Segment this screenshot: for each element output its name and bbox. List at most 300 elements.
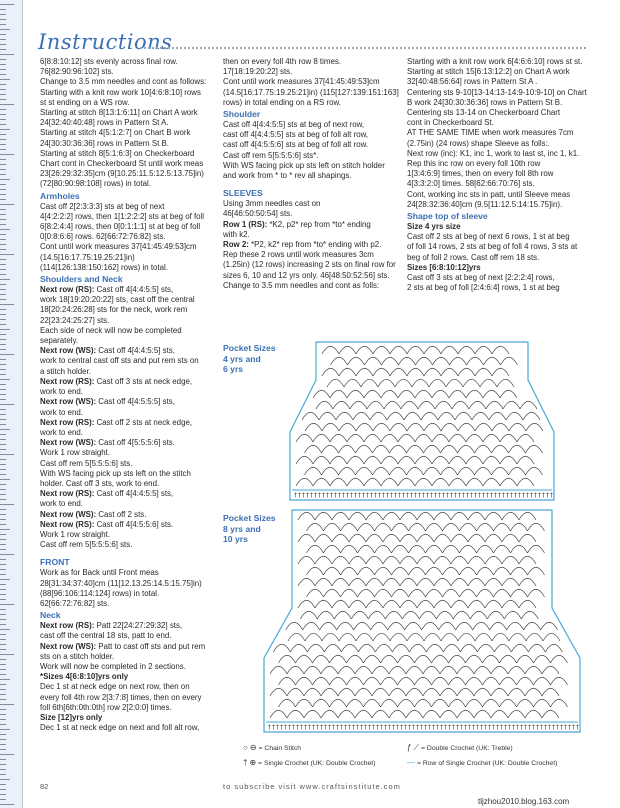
text-line: st st ending on a WS row. <box>40 97 130 107</box>
ruler-tick <box>0 484 6 485</box>
ruler-tick <box>0 264 6 265</box>
title-divider <box>140 47 586 49</box>
single-crochet-mark: † <box>382 492 385 499</box>
single-crochet-mark: † <box>402 492 405 499</box>
text-line: 4[4:2:2:2] rows, then 1[1:2:2:2] sts at beg of foll <box>40 211 205 221</box>
ruler-tick <box>0 574 6 575</box>
ruler-tick <box>0 564 6 565</box>
text-line: work to end. <box>40 407 83 417</box>
ruler-tick <box>0 179 10 180</box>
ruler-tick <box>0 164 6 165</box>
single-crochet-mark: † <box>356 724 359 731</box>
ruler-tick <box>0 254 14 255</box>
single-crochet-mark: † <box>302 492 305 499</box>
legend-dc: ƒ ⟋ = Double Crochet (UK: Treble) <box>407 743 513 752</box>
single-crochet-mark: † <box>440 724 443 731</box>
ruler-tick <box>0 724 6 725</box>
single-crochet-mark: † <box>384 724 387 731</box>
ruler-tick <box>0 314 6 315</box>
text-line: Next row (RS): Cast off 2 sts at neck edge, <box>40 417 193 427</box>
ruler-tick <box>0 739 6 740</box>
text-line: Next row (WS): Cast off 2 sts. <box>40 509 147 519</box>
single-crochet-mark: † <box>542 492 545 499</box>
text-line: Using 3mm needles cast on <box>223 199 321 209</box>
ruler-tick <box>0 74 6 75</box>
text-line: Cast off 4[4:4:5:5] sts at beg of next row, <box>223 120 365 130</box>
ruler-tick <box>0 689 6 690</box>
ruler-tick <box>0 339 6 340</box>
single-crochet-mark: † <box>412 724 415 731</box>
text-line: Next row (RS): Cast off 4[4:4:5:5] sts, <box>40 489 174 499</box>
ruler-tick <box>0 519 6 520</box>
chart-outline <box>290 342 554 500</box>
single-crochet-mark: † <box>272 724 275 731</box>
ruler-tick <box>0 289 6 290</box>
text-line: work 18[19:20:20:22] sts, cast off the central <box>40 295 195 305</box>
ruler-tick <box>0 219 6 220</box>
ruler-tick <box>0 499 6 500</box>
text-line: and work from * to * rev all shapings. <box>223 171 352 181</box>
single-crochet-mark: † <box>284 724 287 731</box>
text-line: Cast off 3 sts at beg of next [2:2:2:4] rows, <box>407 273 555 283</box>
text-line: Dec 1 st at neck edge on next and foll alt row, <box>40 723 200 733</box>
single-crochet-mark: † <box>484 724 487 731</box>
single-crochet-mark: † <box>514 492 517 499</box>
single-crochet-mark: † <box>358 492 361 499</box>
text-line: cast off 4[4:5:5:6] sts at beg of foll alt row. <box>223 140 369 150</box>
text-line: Centering sts 9-10[13-14:13-14:9-10:9-10] on Chart <box>407 87 587 97</box>
single-crochet-mark: † <box>360 724 363 731</box>
ruler-tick <box>0 559 6 560</box>
single-crochet-mark: † <box>336 724 339 731</box>
ruler-tick <box>0 384 6 385</box>
text-line: 2 sts at beg of foll [2:4:6:4] rows, 1 st at beg <box>407 283 560 293</box>
chain-stitch-icon: ⊖ <box>249 743 257 752</box>
text-line: Next row (WS): Cast off 4[4:4:5:5] sts, <box>40 346 175 356</box>
ruler-tick <box>0 789 6 790</box>
text-line: foll 6th[6th:0th:0th] row 2[2:0:0] times. <box>40 702 172 712</box>
ruler-tick <box>0 659 6 660</box>
single-crochet-mark: † <box>530 492 533 499</box>
ruler-tick <box>0 449 6 450</box>
ruler-tick <box>0 749 6 750</box>
single-crochet-mark: † <box>572 724 575 731</box>
legend-sc: † ⊕ = Single Crochet (UK: Double Crochet) <box>243 758 376 767</box>
ruler-tick <box>0 149 6 150</box>
single-crochet-mark: † <box>276 724 279 731</box>
ruler-tick <box>0 14 6 15</box>
single-crochet-mark: † <box>304 724 307 731</box>
text-line: B work 24[30:30:36:36] rows in Pattern St B. <box>407 97 563 107</box>
section-heading-armholes: Armholes <box>40 190 80 201</box>
text-line: Work 1 row straight. <box>40 448 111 458</box>
single-crochet-mark: † <box>458 492 461 499</box>
ruler-tick <box>0 174 6 175</box>
text-line: (72[80:90:98:108] rows) in total. <box>40 179 151 189</box>
text-line: 6[8:8:10:12] sts evenly across final row. <box>40 57 178 66</box>
single-crochet-mark: † <box>456 724 459 731</box>
ruler-tick <box>0 79 10 80</box>
single-crochet-mark: † <box>320 724 323 731</box>
pocket-chart-small <box>252 340 592 505</box>
section-heading-shape-top: Shape top of sleeve <box>407 211 488 222</box>
ruler-tick <box>0 19 6 20</box>
single-crochet-mark: † <box>416 724 419 731</box>
single-crochet-mark: † <box>518 492 521 499</box>
single-crochet-mark: † <box>468 724 471 731</box>
single-crochet-mark: † <box>386 492 389 499</box>
single-crochet-mark: † <box>326 492 329 499</box>
single-crochet-mark: † <box>474 492 477 499</box>
text-line: 28[31:34:37:40]cm (11[12.13.25:14.5:15.75]in) <box>40 578 202 588</box>
text-line: 1[3:4:6:9] times, then on every foll 8th row <box>407 169 554 179</box>
single-crochet-icon: ⊕ <box>249 758 257 767</box>
single-crochet-mark: † <box>504 724 507 731</box>
text-line: cast off the central 18 sts, patt to end. <box>40 631 172 641</box>
single-crochet-mark: † <box>332 724 335 731</box>
ruler-tick <box>0 279 10 280</box>
ruler-tick <box>0 239 6 240</box>
text-line: 24[30:30:36:36] rows in Pattern St B. <box>40 138 169 148</box>
text-line: Dec 1 st at neck edge on next row, then on <box>40 682 190 692</box>
ruler-tick <box>0 669 6 670</box>
ruler-tick <box>0 714 6 715</box>
text-line: Work will now be completed in 2 sections. <box>40 661 186 671</box>
single-crochet-mark: † <box>362 492 365 499</box>
ruler-tick <box>0 629 10 630</box>
ruler-tick <box>0 39 6 40</box>
section-heading-neck: Neck <box>40 610 61 621</box>
ruler-tick <box>0 434 6 435</box>
single-crochet-mark: † <box>376 724 379 731</box>
single-crochet-mark: † <box>482 492 485 499</box>
ruler-tick <box>0 199 6 200</box>
ruler-tick <box>0 9 6 10</box>
ruler-tick <box>0 34 6 35</box>
text-line: 24[32:40:40:48] rows in Pattern St A. <box>40 118 169 128</box>
ruler-tick <box>0 774 6 775</box>
single-crochet-mark: † <box>508 724 511 731</box>
single-crochet-mark: † <box>306 492 309 499</box>
single-crochet-mark: † <box>400 724 403 731</box>
text-line: of foll 14 rows, 2 sts at beg of foll 4 rows, 3 sts at <box>407 242 578 252</box>
ruler-tick <box>0 679 10 680</box>
single-crochet-mark: † <box>520 724 523 731</box>
single-crochet-mark: † <box>342 492 345 499</box>
ruler-tick <box>0 759 6 760</box>
ruler-tick <box>0 504 14 505</box>
ruler-tick <box>0 599 6 600</box>
text-line: Chart cont in Checkerboard St until work meas <box>40 159 204 169</box>
page-number: 82 <box>40 782 49 791</box>
ruler-tick <box>0 224 6 225</box>
ruler-tick <box>0 469 6 470</box>
ruler-tick <box>0 654 14 655</box>
text-line: holder. Cast off 3 sts, work to end. <box>40 478 160 488</box>
single-crochet-mark: † <box>364 724 367 731</box>
ruler-tick <box>0 274 6 275</box>
single-crochet-mark: † <box>568 724 571 731</box>
ruler-tick <box>0 634 6 635</box>
ruler-tick <box>0 734 6 735</box>
text-line: 24[28:32:36:40]cm (9.5[11:12.5:14:15.75]in). <box>407 199 563 209</box>
ruler-tick <box>0 144 6 145</box>
single-crochet-mark: † <box>396 724 399 731</box>
ruler-tick <box>0 569 6 570</box>
ruler-tick <box>0 509 6 510</box>
ruler-tick <box>0 194 6 195</box>
text-line: 76[82:90:96:102] sts. <box>40 67 114 77</box>
ruler-tick <box>0 104 14 105</box>
single-crochet-mark: † <box>548 724 551 731</box>
column-1 <box>40 57 212 733</box>
ruler-tick <box>0 89 6 90</box>
single-crochet-mark: † <box>510 492 513 499</box>
single-crochet-mark: † <box>406 492 409 499</box>
text-line: Cast off rem 5[5:5:5:6] sts*. <box>223 150 319 160</box>
ruler-tick <box>0 589 6 590</box>
single-crochet-mark: † <box>334 492 337 499</box>
ruler-tick <box>0 394 6 395</box>
single-crochet-mark: † <box>370 492 373 499</box>
legend-row-sc: — = Row of Single Crochet (UK: Double Crochet) <box>407 758 558 767</box>
ruler-tick <box>0 479 10 480</box>
ruler-tick <box>0 54 14 55</box>
section-heading-shoulder: Shoulder <box>223 109 261 120</box>
section-heading-sleeves: SLEEVES <box>223 188 263 199</box>
subscribe-line: to subscribe visit www.craftsinstitute.com <box>223 782 401 791</box>
ruler-tick <box>0 294 6 295</box>
legend-chain: ○ ⊖ = Chain Stitch <box>243 743 302 752</box>
text-line: Cont until work measures 37[41:45:49:53]cm <box>40 242 197 252</box>
text-line: Starting with a knit row work 6[4:6:6:10] rows st st. <box>407 57 583 66</box>
ruler-tick <box>0 489 6 490</box>
single-crochet-mark: † <box>462 492 465 499</box>
size-note: Size [12]yrs only <box>40 712 103 722</box>
single-crochet-mark: † <box>438 492 441 499</box>
ruler-tick <box>0 799 6 800</box>
ruler-tick <box>0 779 10 780</box>
single-crochet-mark: † <box>410 492 413 499</box>
text-line: cont in Checkerboard St. <box>407 118 494 128</box>
text-line: Row 2: *P2, k2* rep from *to* ending with p2. <box>223 240 382 250</box>
ruler-tick <box>0 694 6 695</box>
single-crochet-mark: † <box>380 724 383 731</box>
single-crochet-mark: † <box>550 492 553 499</box>
single-crochet-mark: † <box>288 724 291 731</box>
ruler-tick <box>0 459 6 460</box>
row-line-icon: — <box>407 758 415 767</box>
text-line: (114[126:138:150:162] rows) in total. <box>40 262 168 272</box>
ruler-tick <box>0 769 6 770</box>
text-line: Cast off 2[2:3:3:3] sts at beg of next <box>40 201 165 211</box>
ruler-tick <box>0 309 6 310</box>
single-crochet-mark: † <box>318 492 321 499</box>
ruler-tick <box>0 684 6 685</box>
single-crochet-mark: † <box>532 724 535 731</box>
single-crochet-mark: † <box>280 724 283 731</box>
text-line: work to end. <box>40 427 83 437</box>
ruler-tick <box>0 429 10 430</box>
text-line: Cast off rem 5[5:5:5:6] sts. <box>40 540 133 550</box>
text-line: 22[23:24:25:27] sts. <box>40 315 110 325</box>
text-line: sizes 6, 10 and 12 yrs only. 46[48:50:52:56] sts. <box>223 270 390 280</box>
single-crochet-mark: † <box>488 724 491 731</box>
single-crochet-mark: † <box>418 492 421 499</box>
text-line: Next row (RS): Cast off 4[4:5:5:6] sts. <box>40 519 174 529</box>
single-crochet-mark: † <box>478 492 481 499</box>
ruler-tick <box>0 244 6 245</box>
text-line: (1.25in) (12 rows) increasing 2 sts on final row for <box>223 260 396 270</box>
text-line: Rep this inc row on every foll 10th row <box>407 159 541 169</box>
ruler-tick <box>0 544 6 545</box>
ruler-tick <box>0 114 6 115</box>
text-line: Next row (WS): Cast off 4[5:5:5:6] sts. <box>40 438 175 448</box>
ruler-tick <box>0 139 6 140</box>
ruler-tick <box>0 4 14 5</box>
text-line: 6[8:2:4:4] rows, then 0[0:1:1:1] st at beg of foll <box>40 222 201 232</box>
text-line: every foll 4th row 2[3:7:8] times, then on every <box>40 692 202 702</box>
text-line: Work 1 row straight. <box>40 529 111 539</box>
ruler-tick <box>0 619 6 620</box>
single-crochet-mark: † <box>540 724 543 731</box>
ruler-tick <box>0 324 6 325</box>
ruler-tick <box>0 319 6 320</box>
ruler-tick <box>0 674 6 675</box>
ruler-tick <box>0 719 6 720</box>
single-crochet-mark: † <box>294 492 297 499</box>
text-line: work to end. <box>40 387 83 397</box>
ruler-tick <box>0 299 6 300</box>
ruler-tick <box>0 159 6 160</box>
ruler-tick <box>0 94 6 95</box>
text-line: Work as for Back until Front meas <box>40 568 159 578</box>
text-line: Starting at stitch 8[5:1:6:3] on Checkerboard <box>40 148 195 158</box>
ruler-tick <box>0 534 6 535</box>
single-crochet-mark: † <box>348 724 351 731</box>
watermark-url: tljzhou2010.blog.163.com <box>478 797 570 806</box>
ruler-tick <box>0 169 6 170</box>
single-crochet-mark: † <box>556 724 559 731</box>
chart-legend <box>223 739 593 771</box>
single-crochet-mark: † <box>414 492 417 499</box>
single-crochet-mark: † <box>536 724 539 731</box>
ruler-tick <box>0 49 6 50</box>
ruler-tick <box>0 594 6 595</box>
text-line: Next row (RS): Cast off 4[4:4:5:5] sts, <box>40 285 174 295</box>
ruler-tick <box>0 99 6 100</box>
text-line: With WS facing pick up sts left on the stitch <box>40 468 191 478</box>
ruler-tick <box>0 454 14 455</box>
ruler-tick <box>0 444 6 445</box>
ruler-tick <box>0 474 6 475</box>
single-crochet-mark: † <box>496 724 499 731</box>
ruler-tick <box>0 129 10 130</box>
single-crochet-mark: † <box>346 492 349 499</box>
single-crochet-mark: † <box>500 724 503 731</box>
ruler-tick <box>0 424 6 425</box>
single-crochet-mark: † <box>292 724 295 731</box>
ruler-tick <box>0 229 10 230</box>
ruler-tick <box>0 389 6 390</box>
ruler-tick <box>0 804 14 805</box>
text-line: Next row (RS): Patt 22[24:27:29:32] sts, <box>40 621 183 631</box>
single-crochet-mark: † <box>512 724 515 731</box>
double-crochet-icon: ƒ <box>407 743 412 752</box>
ruler-tick <box>0 214 6 215</box>
single-crochet-mark: † <box>480 724 483 731</box>
ruler-tick <box>0 259 6 260</box>
ruler-tick <box>0 784 6 785</box>
single-crochet-mark: † <box>552 724 555 731</box>
text-line: 0[0:8:6:6] rows. 62[66:72:76:82] sts. <box>40 232 166 242</box>
size-note: *Sizes 4[6:8:10]yrs only <box>40 672 129 682</box>
single-crochet-mark: † <box>490 492 493 499</box>
ruler-tick <box>0 639 6 640</box>
text-line: 46[46:50:50:54] sts. <box>223 209 293 219</box>
ruler-tick <box>0 609 6 610</box>
text-line: work to end. <box>40 499 83 509</box>
text-line: beg of foll 2 rows. Cast off rem 18 sts. <box>407 252 540 262</box>
section-heading-shoulders: Shoulders and Neck <box>40 274 123 285</box>
ruler-tick <box>0 604 14 605</box>
single-crochet-mark: † <box>340 724 343 731</box>
single-crochet-mark: † <box>546 492 549 499</box>
ruler-tick <box>0 764 6 765</box>
column-2 <box>223 57 403 291</box>
ruler-tick <box>0 539 6 540</box>
ruler-tick <box>0 184 6 185</box>
ruler-tick <box>0 614 6 615</box>
text-line: With WS facing pick up sts left on stitch holder <box>223 160 385 170</box>
single-crochet-mark: † <box>460 724 463 731</box>
single-crochet-mark: † <box>516 724 519 731</box>
single-crochet-mark: † <box>422 492 425 499</box>
single-crochet-mark: † <box>506 492 509 499</box>
single-crochet-mark: † <box>408 724 411 731</box>
ruler-tick <box>0 364 6 365</box>
text-line: sts on a stitch holder. <box>40 651 115 661</box>
text-line: Cont, working inc sts in patt, until Sleeve meas <box>407 189 571 199</box>
text-line: 18[20:24:26:28] sts for the neck, work rem <box>40 305 188 315</box>
single-crochet-mark: † <box>432 724 435 731</box>
single-crochet-mark: † <box>390 492 393 499</box>
chart-label-top: Pocket Sizes 4 yrs and 6 yrs <box>223 343 276 374</box>
text-line: Change to 3.5 mm needles and cont as folls: <box>223 280 380 290</box>
ruler-tick <box>0 59 6 60</box>
ruler-tick <box>0 579 10 580</box>
ruler-tick <box>0 269 6 270</box>
ruler-tick <box>0 44 6 45</box>
ruler-tick <box>0 69 6 70</box>
single-crochet-mark: † <box>498 492 501 499</box>
single-crochet-mark: † <box>330 492 333 499</box>
ruler-tick <box>0 134 6 135</box>
single-crochet-mark: † <box>528 724 531 731</box>
text-line: 23[26:29:32:35]cm (9[10.25:11.5:12.5:13.75]in) <box>40 169 204 179</box>
single-crochet-mark: † <box>372 724 375 731</box>
text-line: Starting with a knit row work 10[4:6:8:10] rows <box>40 87 201 97</box>
ruler-tick <box>0 704 14 705</box>
single-crochet-mark: † <box>310 492 313 499</box>
single-crochet-mark: † <box>544 724 547 731</box>
single-crochet-mark: † <box>428 724 431 731</box>
ruler-tick <box>0 354 14 355</box>
ruler-tick <box>0 64 6 65</box>
ruler-tick <box>0 29 10 30</box>
text-line: Centering sts 13-14 on Checkerboard Chart <box>407 108 561 118</box>
text-line: Next row (RS): Cast off 3 sts at neck edge, <box>40 376 193 386</box>
